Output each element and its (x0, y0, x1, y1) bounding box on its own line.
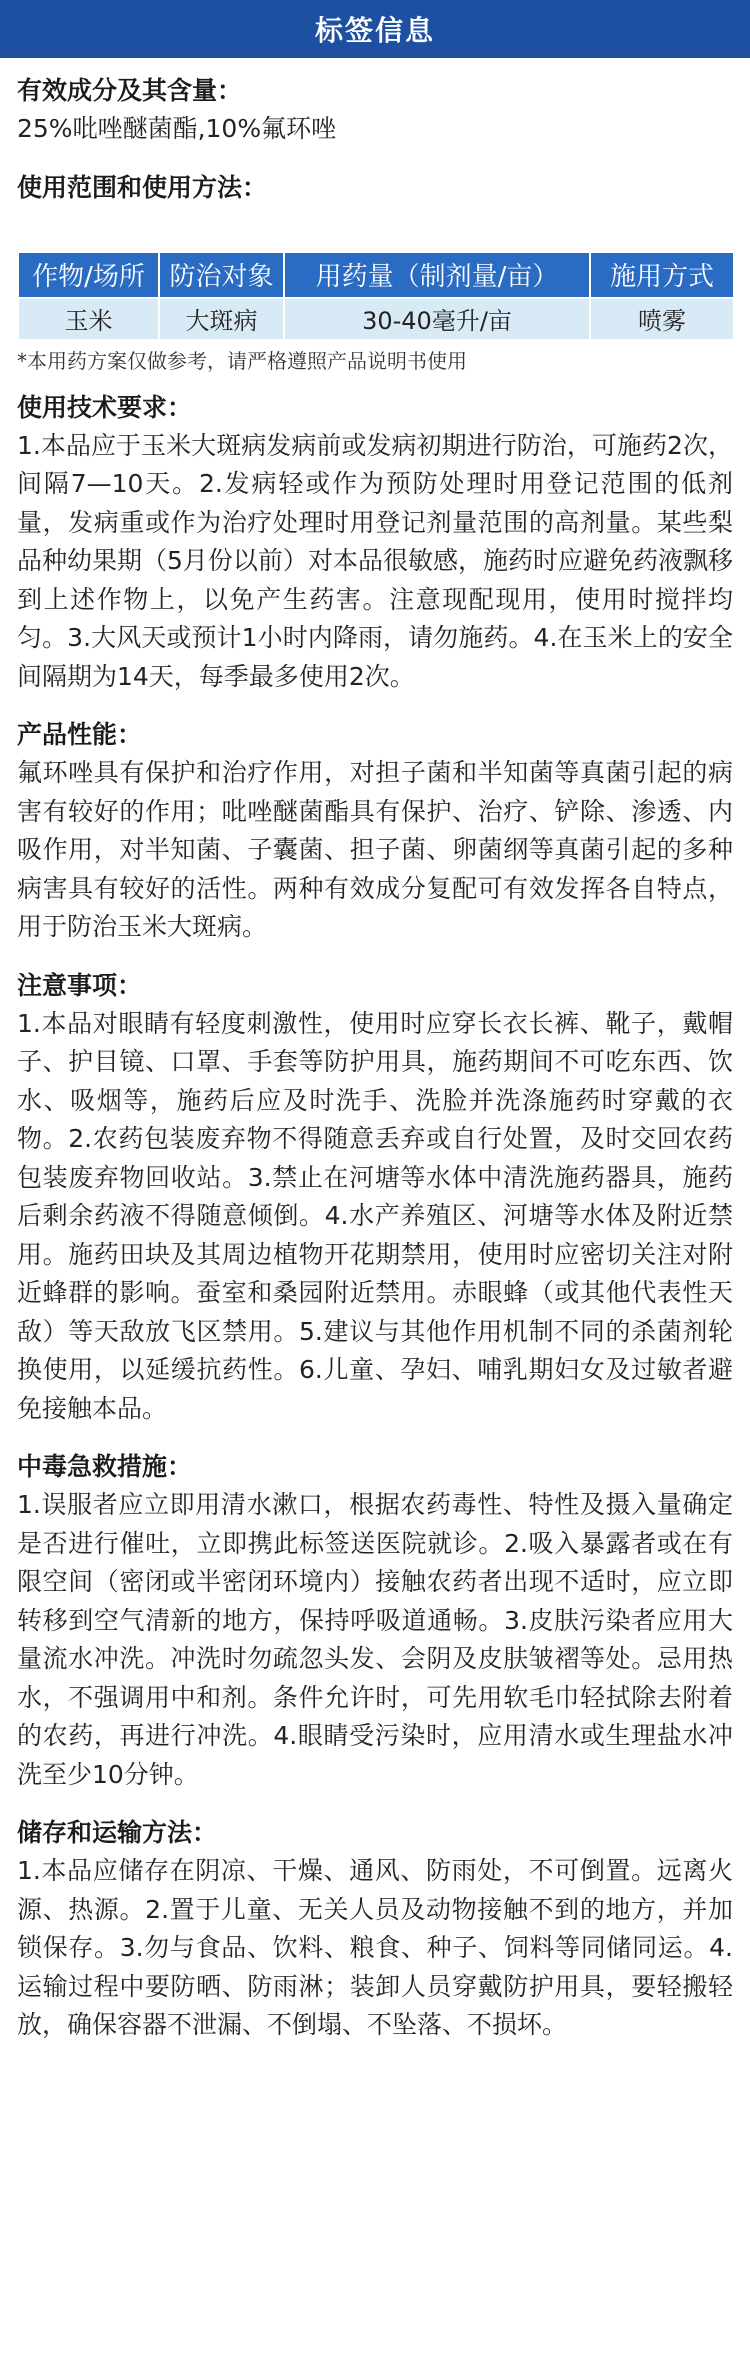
column-header-dosage: 用药量（制剂量/亩） (284, 252, 590, 298)
storage-body: 1.本品应储存在阴凉、干燥、通风、防雨处，不可倒置。远离火源、热源。2.置于儿童、无关人员及动物接触不到的地方，并加锁保存。3.勿与食品、饮料、粮食、种子、饲料等同储同运。4.运输过程中要防晒、防雨淋；装卸人员穿戴防护用具，要轻搬轻放，确保容器不泄漏、不倒塌、不坠落、不损坏。 (17, 1856, 733, 2039)
dosage-table-header (18, 252, 734, 298)
precautions-body: 1.本品对眼睛有轻度刺激性，使用时应穿长衣长裤、靴子，戴帽子、护目镜、口罩、手套等防护用具，施药期间不可吃东西、饮水、吸烟等，施药后应及时洗手、洗脸并洗涤施药时穿戴的衣物。2.农药包装废弃物不得随意丢弃或自行处置，及时交回农药包装废弃物回收站。3.禁止在河塘等水体中清洗施药器具，施药后剩余药液不得随意倾倒。4.水产养殖区、河塘等水体及附近禁用。施药田块及其周边植物开花期禁用，使用时应密切关注对附近蜂群的影响。蚕室和桑园附近禁用。赤眼蜂（或其他代表性天敌）等天敌放飞区禁用。5.建议与其他作用机制不同的杀菌剂轮换使用，以延缓抗药性。6.儿童、孕妇、哺乳期妇女及过敏者避免接触本品。 (17, 1008, 733, 1423)
cell-target: 大斑病 (159, 298, 284, 340)
header-bar (0, 0, 750, 58)
column-header-target: 防治对象 (159, 252, 284, 298)
ingredients-title: 有效成分及其含量： (17, 76, 243, 105)
column-header-crop: 作物/场所 (18, 252, 159, 298)
label-content (0, 58, 750, 2045)
page-title: 标签信息 (314, 14, 435, 47)
usage-title: 使用范围和使用方法： (17, 172, 268, 202)
cell-dosage: 30-40毫升/亩 (284, 298, 590, 340)
first-aid-title: 中毒急救措施： (17, 1452, 193, 1481)
first-aid-body: 1.误服者应立即用清水漱口，根据农药毒性、特性及摄入量确定是否进行催吐，立即携此标签送医院就诊。2.吸入暴露者或在有限空间（密闭或半密闭环境内）接触农药者出现不适时，应立即转移到空气清新的地方，保持呼吸道通畅。3.皮肤污染者应用大量流水冲洗。冲洗时勿疏忽头发、会阴及皮肤皱褶等处。忌用热水，不强调用中和剂。条件允许时，可先用软毛巾轻拭除去附着的农药，再进行冲洗。4.眼睛受污染时，应用清水或生理盐水冲洗至少10分钟。 (17, 1490, 733, 1789)
cell-method: 喷雾 (590, 298, 734, 340)
technical-body: 1.本品应于玉米大斑病发病前或发病初期进行防治，可施药2次，间隔7—10天。2.发病轻或作为预防处理时用登记范围的低剂量，发病重或作为治疗处理时用登记剂量范围的高剂量。某些梨品种幼果期（5月份以前）对本品很敏感，施药时应避免药液飘移到上述作物上，以免产生药害。注意现配现用，使用时搅拌均匀。3.大风天或预计1小时内降雨，请勿施药。4.在玉米上的安全间隔期为14天，每季最多使用2次。 (17, 430, 733, 691)
cell-crop: 玉米 (18, 298, 159, 340)
performance-title: 产品性能： (17, 720, 143, 749)
dosage-table (17, 251, 735, 341)
column-header-method: 施用方式 (590, 252, 734, 298)
table-row (18, 298, 734, 340)
technical-title: 使用技术要求： (17, 392, 193, 422)
precautions-title: 注意事项： (17, 970, 143, 1000)
storage-title: 储存和运输方法： (17, 1818, 218, 1847)
ingredients-value: 25%吡唑醚菌酯,10%氟环唑 (17, 114, 337, 143)
usage-note: *本用药方案仅做参考，请严格遵照产品说明书使用 (17, 348, 467, 373)
performance-body: 氟环唑具有保护和治疗作用，对担子菌和半知菌等真菌引起的病害有较好的作用；吡唑醚菌酯具有保护、治疗、铲除、渗透、内吸作用，对半知菌、子囊菌、担子菌、卵菌纲等真菌引起的多种病害具有较好的活性。两种有效成分复配可有效发挥各自特点，用于防治玉米大斑病。 (17, 758, 733, 941)
